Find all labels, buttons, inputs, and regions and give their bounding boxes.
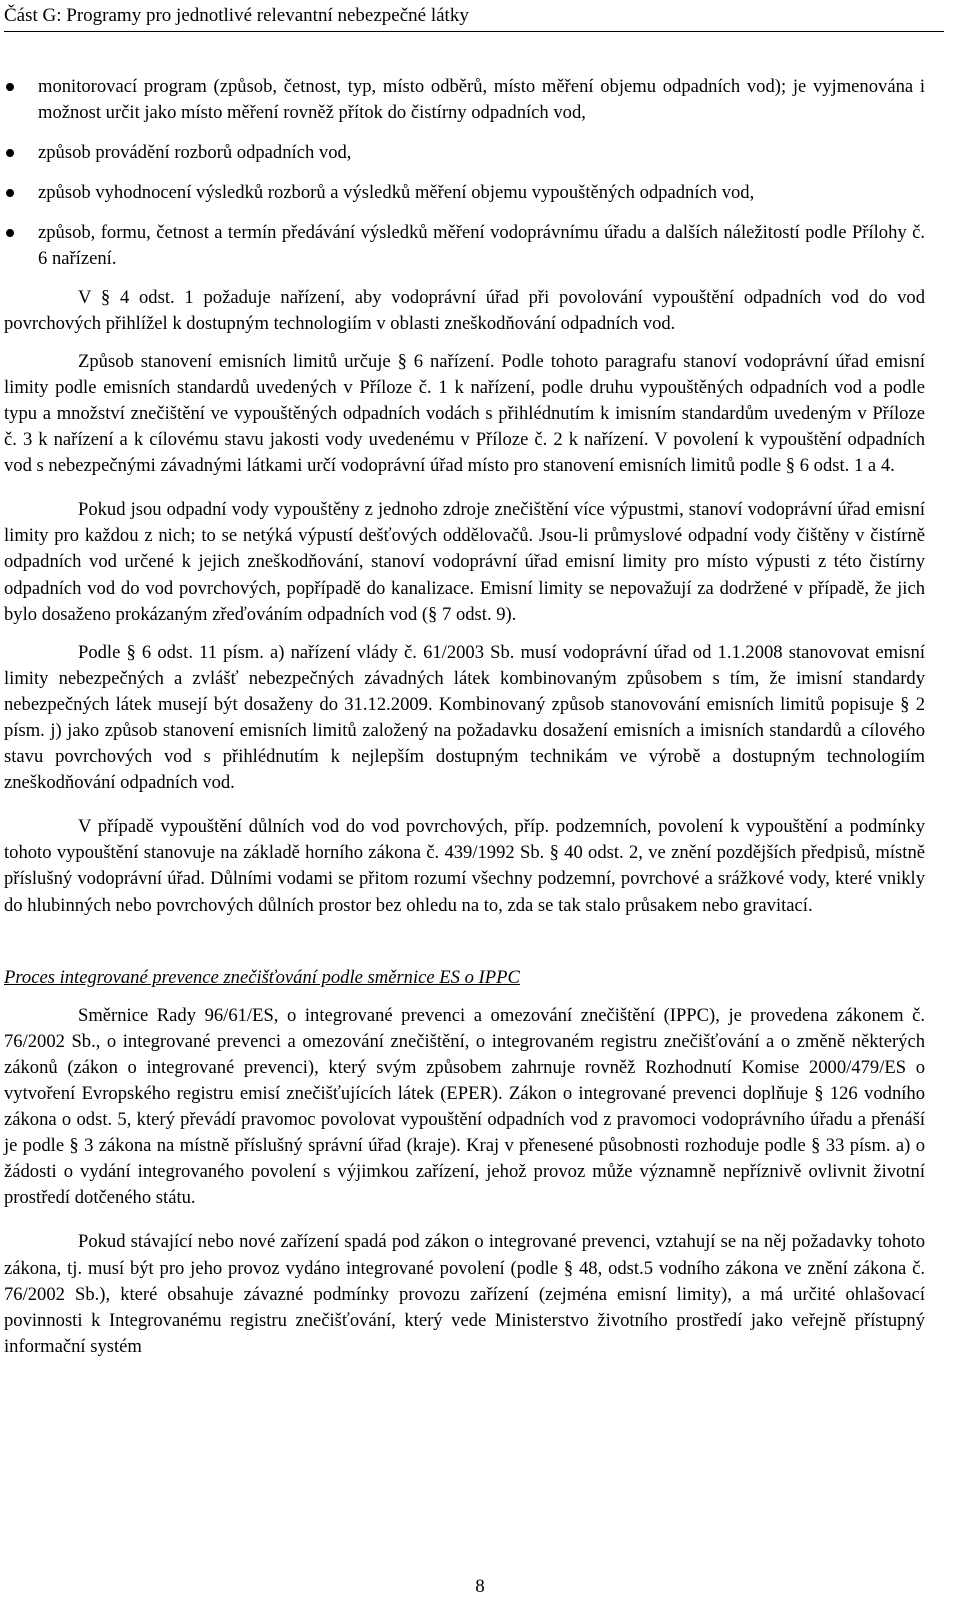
page-header: Část G: Programy pro jednotlivé relevantní nebezpečné látky [4,4,944,32]
list-item: způsob provádění rozborů odpadních vod, [4,140,925,166]
paragraph: V případě vypouštění důlních vod do vod povrchových, příp. podzemních, povolení k vypouštění a podmínky tohoto vypouštění stanovuje na základě horního zákona č. 439/1992 Sb. § 40 odst. 2, ve znění pozdějších předpisů, místně příslušný vodoprávní úřad. Důlními vodami se přitom rozumí všechny podzemní, povrchové a srážkové vody, které vnikly do hlubinných nebo povrchových důlních prostor bez ohledu na to, zda se tak stalo průsakem nebo gravitací. [4,816,925,916]
list-item: monitorovací program (způsob, četnost, typ, místo odběrů, místo měření objemu odpadních vod); je vyjmenována i možnost určit jako místo měření rovněž přítok do čistírny odpadních vod, [4,74,925,126]
section-heading: Proces integrované prevence znečišťování podle směrnice ES o IPPC [4,966,520,988]
paragraph: V § 4 odst. 1 požaduje nařízení, aby vodoprávní úřad při povolování vypouštění odpadních vod do vod povrchových přihlížel k dostupným technologiím v oblasti zneškodňování odpadních vod. [4,286,925,334]
page-number: 8 [475,1576,485,1597]
bullet-list [4,74,925,273]
list-item: způsob vyhodnocení výsledků rozborů a výsledků měření objemu vypouštěných odpadních vod, [4,180,925,206]
paragraph: Směrnice Rady 96/61/ES, o integrované prevenci a omezování znečištění (IPPC), je provedena zákonem č. 76/2002 Sb., o integrované prevenci a omezování znečištění, o integrovaném registru znečišťování a o změně některých zákonů (zákon o integrované prevenci), který svým způsobem zahrnuje rovněž Rozhodnutí Komise 2000/479/ES o vytvoření Evropského registru emisí znečišťujících látek (EPER). Zákon o integrované prevenci doplňuje § 126 vodního zákona o odst. 5, který převádí pravomoc povolovat vypouštění odpadních vod z pravomoci vodoprávního úřadu a přenáší je podle § 3 zákona na místně příslušný správní úřad (kraje). Kraj v přenesené působnosti rozhoduje podle § 33 písm. a) o žádosti o vydání integrovaného povolení s výjimkou zařízení, jehož provoz může významně nepříznivě ovlivnit životní prostředí dotčeného státu. [4,1004,925,1209]
list-item: způsob, formu, četnost a termín předávání výsledků měření vodoprávnímu úřadu a dalších náležitostí podle Přílohy č. 6 nařízení. [4,220,925,272]
paragraph: Pokud stávající nebo nové zařízení spadá pod zákon o integrované prevenci, vztahují se na něj požadavky tohoto zákona, tj. musí být pro jeho provoz vydáno integrované povolení (podle § 48, odst.5 vodního zákona ve znění zákona č. 76/2002 Sb.), které obsahuje závazné podmínky provozu zařízení (zejména emisní limity), a má určité ohlašovací povinnosti k Integrovanému registru znečišťování, který vede Ministerstvo životního prostředí jako veřejně přístupný informační systém [4,1231,925,1357]
paragraph: Způsob stanovení emisních limitů určuje § 6 nařízení. Podle tohoto paragrafu stanoví vodoprávní úřad emisní limity podle emisních standardů uvedených v Příloze č. 1 k nařízení, podle druhu vypouštěných odpadních vod a podle typu a množství znečištění ve vypouštěných odpadních vodách s přihlédnutím k imisním standardům uvedeným v Příloze č. 3 k nařízení a k cílovému stavu jakosti vody uvedenému v Příloze č. 2 k nařízení. V povolení k vypouštění odpadních vod s nebezpečnými závadnými látkami určí vodoprávní úřad místo pro stanovení emisních limitů podle § 6 odst. 1 a 4. [4,350,925,477]
paragraph: Pokud jsou odpadní vody vypouštěny z jednoho zdroje znečištění více výpustmi, stanoví vodoprávní úřad emisní limity pro každou z nich; to se netýká výpustí dešťových oddělovačů. Jsou-li průmyslové odpadní vody čištěny v čistírně odpadních vod určené k jejich zneškodňování, stanoví vodoprávní úřad emisní limity pro místo výpusti z této čistírny odpadních vod do vod povrchových, popřípadě do kanalizace. Emisní limity se nepovažují za dodržené v případě, že jich bylo dosaženo prokázaným zřeďováním odpadních vod (§ 7 odst. 9). [4,499,925,625]
paragraph: Podle § 6 odst. 11 písm. a) nařízení vlády č. 61/2003 Sb. musí vodoprávní úřad od 1.1.2008 stanovovat emisní limity nebezpečných a zvlášť nebezpečných závadných látek kombinovaným způsobem s tím, že imisní standardy nebezpečných látek musejí být dosaženy do 31.12.2009. Kombinovaný způsob stanovování emisních limitů popisuje § 2 písm. j) jako způsob stanovení emisních limitů založený na požadavku dosažení emisních a imisních standardů a cílového stavu povrchových vod s přihlédnutím k nejlepším dostupným technikám ve výrobě a dostupným technologiím zneškodňování odpadních vod. [4,641,925,794]
document-body [4,74,925,1372]
